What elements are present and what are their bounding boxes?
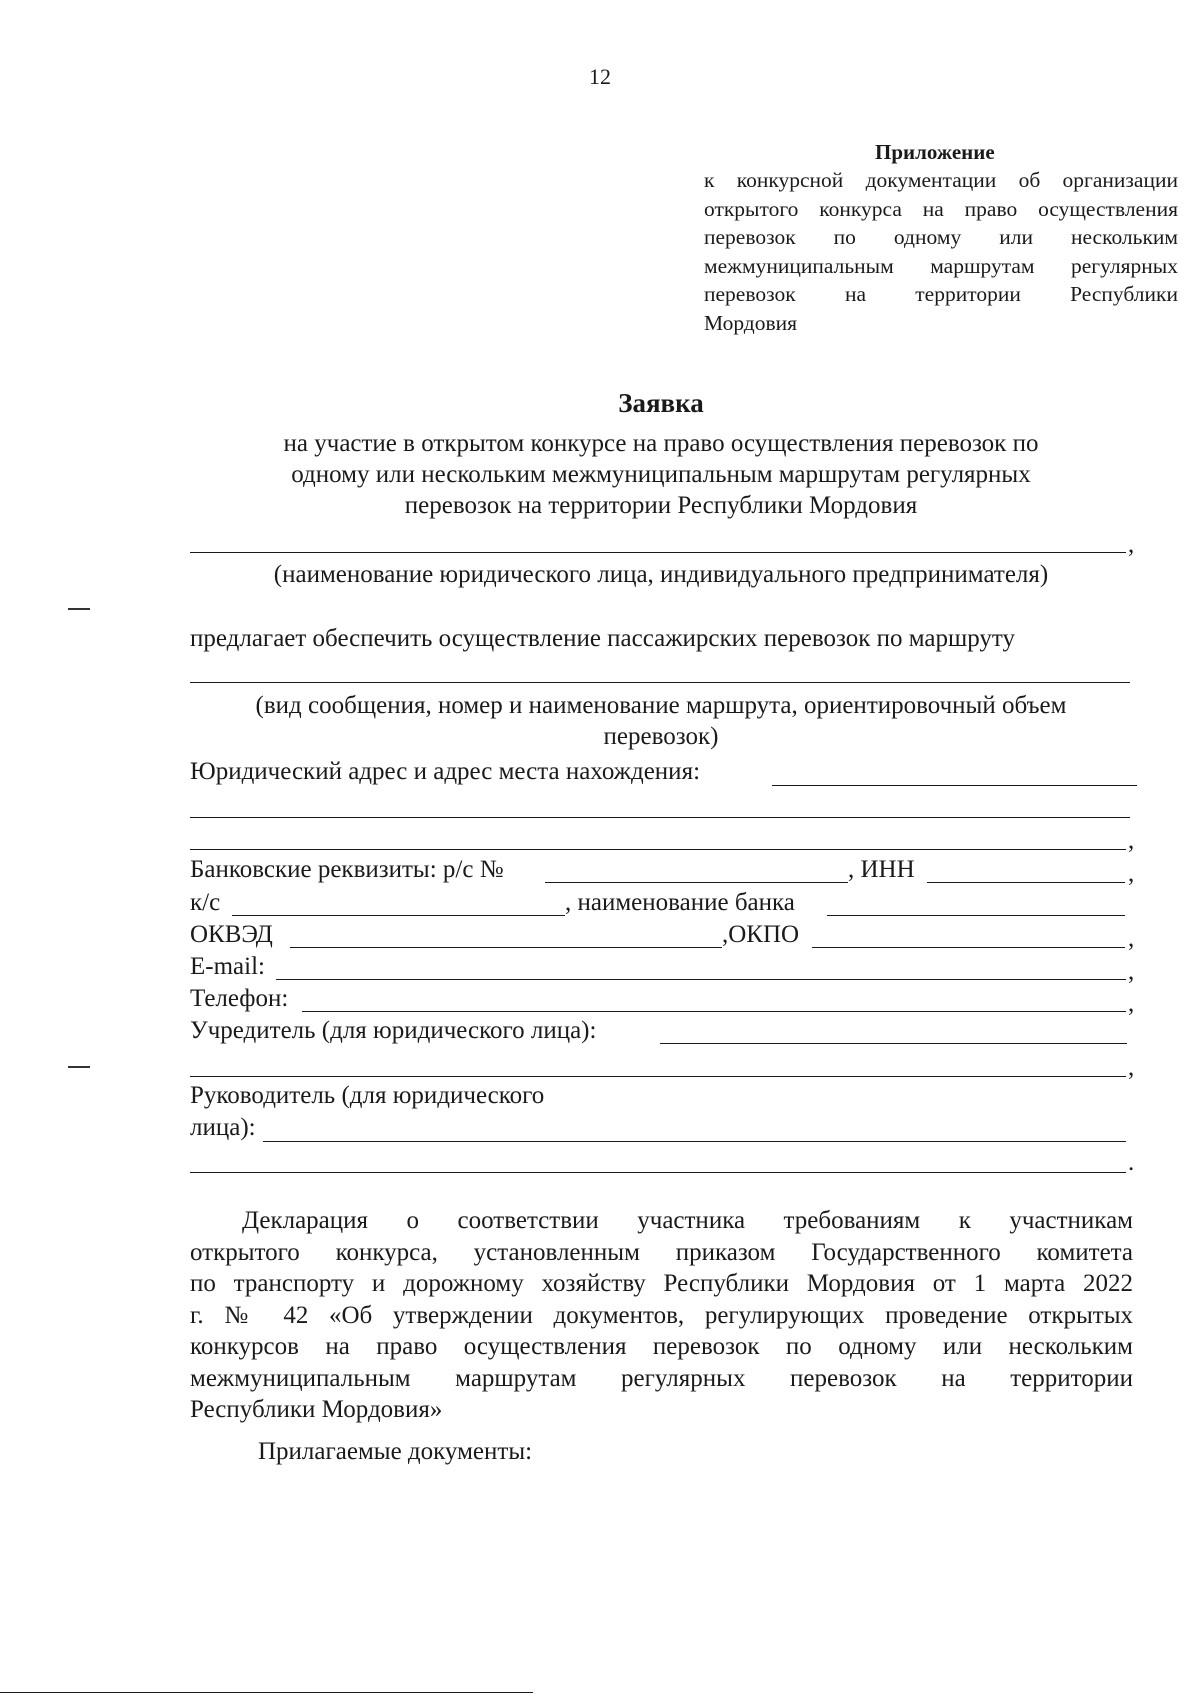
- declaration-line: открытого конкурса, установленным приказом Государственного комитета: [190, 1238, 1133, 1266]
- founder-line[interactable]: [660, 1043, 1127, 1044]
- org-name-caption: (наименование юридического лица, индивидуального предпринимателя): [273, 561, 1049, 588]
- comma: ,: [1128, 990, 1135, 1017]
- subtitle-line: на участие в открытом конкурсе на право осуществления перевозок по: [283, 430, 1039, 457]
- email-label: E-mail:: [190, 953, 265, 980]
- declaration-line: г. № 42 «Об утверждении документов, регулирующих проведение открытых: [190, 1301, 1133, 1329]
- margin-mark: [68, 1066, 90, 1068]
- phone-line[interactable]: [302, 1011, 1126, 1012]
- appendix-line: перевозок по одному или нескольким: [704, 225, 1178, 249]
- page-number: 12: [589, 64, 611, 89]
- document-title: Заявка: [618, 388, 704, 418]
- declaration-line: Республики Мордовия»: [190, 1396, 443, 1423]
- comma: ,: [1128, 860, 1135, 887]
- declaration-line: по транспорту и дорожному хозяйству Республики Мордовия от 1 марта 2022: [190, 1270, 1133, 1297]
- okved-line[interactable]: [290, 947, 722, 948]
- appendix-line: к конкурсной документации об организации: [704, 168, 1178, 192]
- ks-label: к/с: [190, 889, 221, 916]
- route-line[interactable]: [190, 682, 1130, 683]
- phone-label: Телефон:: [190, 985, 289, 1012]
- route-caption: (вид сообщения, номер и наименование маршрута, ориентировочный объем: [255, 692, 1067, 719]
- document-subtitle: [0, 428, 1200, 521]
- comma: ,: [1128, 531, 1135, 558]
- period: .: [1128, 1149, 1135, 1176]
- appendix-text: [704, 166, 1178, 337]
- margin-mark: [68, 608, 90, 610]
- appendix-line: межмуниципальным маршрутам регулярных: [704, 253, 1178, 278]
- inn-line[interactable]: [927, 882, 1125, 883]
- appendix-line: открытого конкурса на право осуществления: [704, 196, 1178, 221]
- org-name-line[interactable]: [190, 552, 1126, 553]
- bank-name-line[interactable]: [827, 915, 1125, 916]
- head-label: лица):: [190, 1114, 256, 1141]
- okpo-label: ,ОКПО: [722, 921, 800, 948]
- account-number-line[interactable]: [545, 882, 848, 883]
- footnote-separator: [0, 1692, 533, 1693]
- bank-name-label: , наименование банка: [565, 889, 795, 916]
- appendix-line: перевозок на территории Республики: [704, 282, 1178, 306]
- okved-label: ОКВЭД: [190, 921, 273, 948]
- legal-address-line[interactable]: [190, 849, 1126, 850]
- legal-address-line[interactable]: [190, 817, 1130, 818]
- appendix-line: Мордовия: [704, 310, 798, 335]
- inn-label: , ИНН: [848, 856, 915, 883]
- route-caption: перевозок): [603, 723, 719, 750]
- declaration-line: межмуниципальным маршрутам регулярных перевозок на территории: [190, 1364, 1133, 1392]
- founder-line[interactable]: [190, 1076, 1126, 1077]
- subtitle-line: одному или нескольким межмуниципальным маршрутам регулярных: [291, 461, 1031, 488]
- comma: ,: [1128, 958, 1135, 985]
- legal-address-label: Юридический адрес и адрес места нахождения:: [190, 758, 701, 785]
- comma: ,: [1128, 925, 1135, 952]
- ks-line[interactable]: [232, 915, 565, 916]
- head-line[interactable]: [190, 1172, 1126, 1173]
- attached-documents-label: Прилагаемые документы:: [258, 1438, 533, 1465]
- founder-label: Учредитель (для юридического лица):: [190, 1017, 597, 1044]
- head-line[interactable]: [263, 1141, 1126, 1142]
- okpo-line[interactable]: [812, 947, 1125, 948]
- comma: ,: [1128, 1054, 1135, 1081]
- email-line[interactable]: [276, 979, 1126, 980]
- legal-address-line[interactable]: [772, 785, 1137, 786]
- comma: ,: [1128, 827, 1135, 854]
- subtitle-line: перевозок на территории Республики Мордовия: [404, 492, 918, 519]
- offer-text: предлагает обеспечить осуществление пассажирских перевозок по маршруту: [190, 625, 1015, 652]
- declaration-line: конкурсов на право осуществления перевозок по одному или нескольким: [190, 1333, 1133, 1360]
- bank-details-label: Банковские реквизиты: р/с №: [190, 856, 504, 883]
- appendix-title: Приложение: [875, 140, 995, 164]
- declaration-text: [190, 1205, 1133, 1426]
- declaration-line: Декларация о соответствии участника требованиям к участникам: [242, 1207, 1133, 1234]
- head-label: Руководитель (для юридического: [190, 1082, 545, 1109]
